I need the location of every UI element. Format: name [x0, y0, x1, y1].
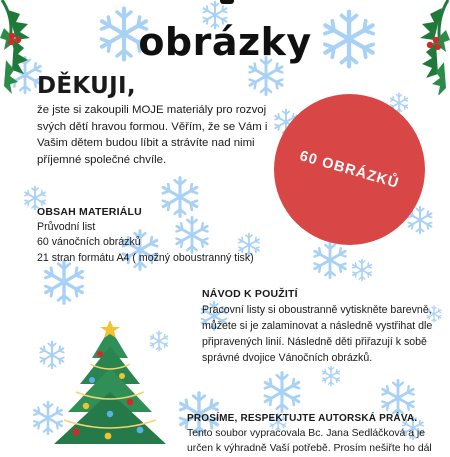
snowflake-icon	[158, 175, 202, 219]
count-badge	[274, 94, 425, 245]
usage-text: Pracovní listy si oboustranně vytiskněte barevně, můžete si je zalaminovat a následně vystřihat dle připravených linií. Následně děti přiřazují k sobě správné dvojice Vánočních obrázků.	[202, 304, 433, 365]
usage-heading: NÁVOD K POUŽITÍ	[202, 288, 298, 300]
contents-heading: OBSAH MATERIÁLU	[37, 206, 142, 218]
badge-label: 60 OBRÁZKŮ	[297, 147, 402, 192]
snowflake-icon	[378, 378, 418, 418]
rights-heading: PROSÍME, RESPEKTUJTE AUTORSKÁ PRÁVA.	[187, 413, 418, 424]
intro-text: že jste si zakoupili MOJE materiály pro rozvoj svých dětí hravou formou. Věřím, že se Vám i Vašim dětem budou líbit a strávíte nad nimi příjemné společné chvíle.	[37, 104, 268, 166]
contents-list	[37, 220, 254, 266]
list-item: 21 stran formátu A4 ( možný oboustranný tisk)	[37, 251, 254, 264]
christmas-tree-icon	[40, 318, 180, 455]
page-title: obrázky	[138, 20, 312, 64]
list-item: 60 vánočních obrázků	[37, 236, 141, 249]
snowflake-icon	[320, 365, 342, 387]
snowflake-icon	[350, 258, 374, 282]
rights-text: Tento soubor vypracovala Bc. Jana Sedláčková a je určen k výhradně Vaší potřebě. Prosím nešiřte ho dál	[187, 428, 432, 454]
list-item: Průvodní list	[37, 221, 96, 233]
thanks-heading: DĚKUJI,	[37, 73, 136, 99]
snowflake-icon	[310, 240, 350, 280]
title-ascender	[220, 0, 234, 4]
snowflake-icon	[260, 370, 304, 414]
